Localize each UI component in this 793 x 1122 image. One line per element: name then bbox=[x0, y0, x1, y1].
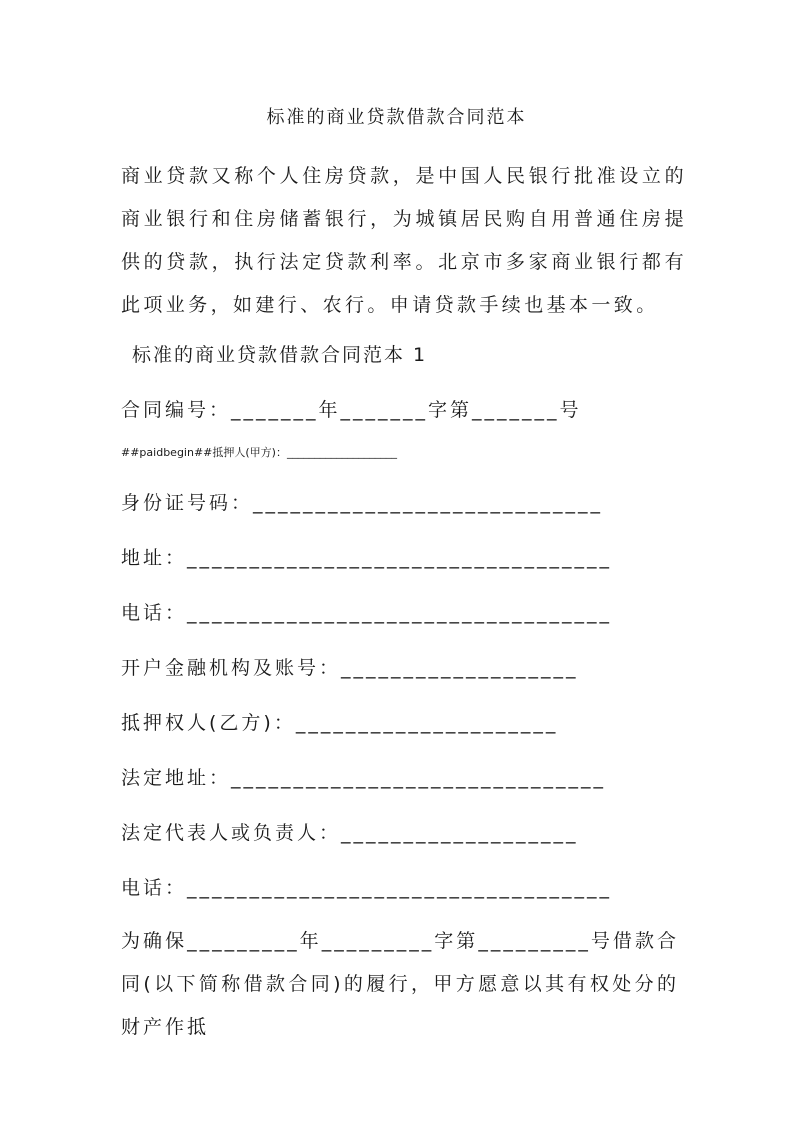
mortgagor-line: ##paidbegin##抵押人(甲方)：____________________ bbox=[121, 446, 397, 459]
address-field: 地址：__________________________________ bbox=[121, 547, 613, 569]
mortgagee-field: 抵押权人(乙方)：_____________________ bbox=[121, 712, 559, 734]
phone-field: 电话：__________________________________ bbox=[121, 602, 613, 624]
section-subtitle: 标准的商业贷款借款合同范本 1 bbox=[132, 344, 428, 366]
phone-field-2: 电话：__________________________________ bbox=[121, 877, 613, 899]
contract-number-line: 合同编号：_______年_______字第_______号 bbox=[121, 399, 582, 421]
id-number-field: 身份证号码：____________________________ bbox=[121, 492, 604, 514]
closing-paragraph: 为确保_________年_________字第_________号借款合同(以下简称借款合同)的履行，甲方愿意以其有权处分的财产作抵 bbox=[121, 930, 679, 1038]
legal-representative-field: 法定代表人或负责人：___________________ bbox=[121, 822, 579, 844]
legal-address-field: 法定地址：______________________________ bbox=[121, 767, 607, 789]
document-title: 标准的商业贷款借款合同范本 bbox=[266, 107, 527, 128]
intro-paragraph: 商业贷款又称个人住房贷款，是中国人民银行批准设立的商业银行和住房储蓄银行，为城镇居民购自用普通住房提供的贷款，执行法定贷款利率。北京市多家商业银行都有此项业务，如建行、农行。申请贷款手续也基本一致。 bbox=[121, 165, 687, 316]
bank-account-field: 开户金融机构及账号：___________________ bbox=[121, 657, 579, 679]
